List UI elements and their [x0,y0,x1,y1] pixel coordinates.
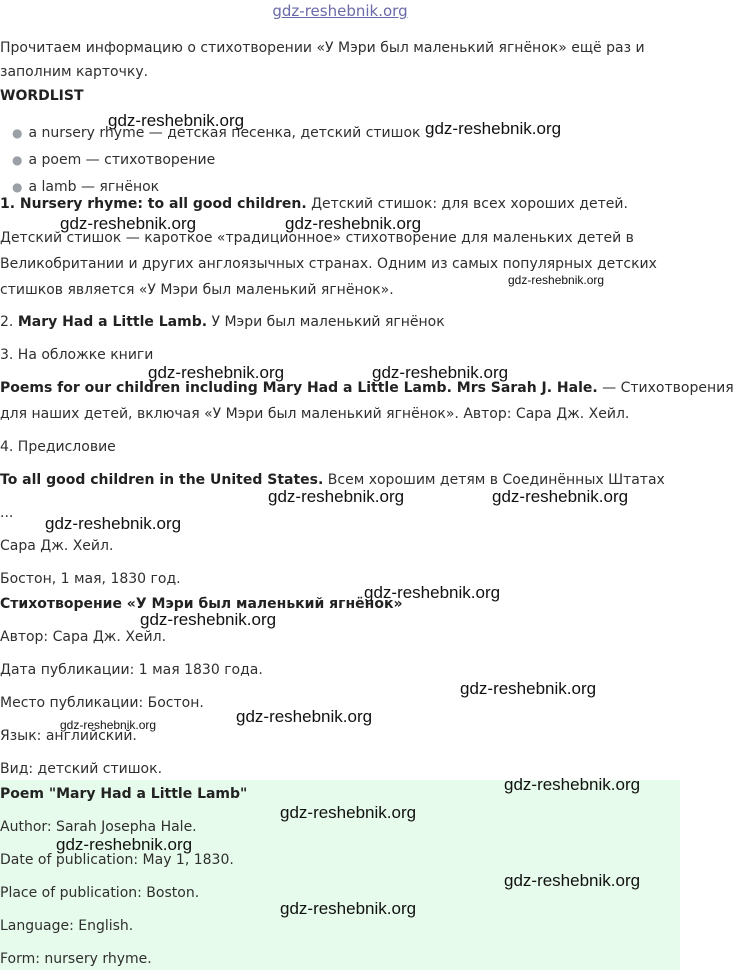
intro-line-2: заполним карточку. [0,64,149,80]
watermark: gdz-reshebnik.org [148,363,285,382]
place-date: Бостон, 1 мая, 1830 год. [0,571,181,587]
wordlist-item [12,150,215,170]
bullet-icon: ● [12,126,23,140]
watermark: gdz-reshebnik.org [280,899,417,918]
watermark: gdz-reshebnik.org [60,214,197,233]
section-2-number: 2. [0,314,18,330]
section-3-title: 3. На обложке книги [0,347,154,363]
watermark: gdz-reshebnik.org [140,610,277,629]
section-1-paragraph-line: Детский стишок — кароткое «традиционное» стихотворение для маленьких детей в [0,230,634,246]
bullet-icon: ● [12,153,23,167]
card-en-form: Form: nursery rhyme. [0,951,152,967]
section-4-bold: To all good children in the United States. [0,472,324,488]
section-2-heading [0,312,445,332]
section-2-translation: У Мэри был маленький ягнёнок [207,314,445,330]
card-en-place: Place of publication: Boston. [0,885,200,901]
wordlist-item-text: a nursery rhyme — детская песенка, детский стишок [28,125,421,141]
section-1-paragraph-line: Великобритании и других англоязычных странах. Одним из самых популярных детских [0,256,657,272]
section-3-bold: Poems for our children including Mary Had a Little Lamb. Mrs Sarah J. Hale. [0,380,598,396]
watermark: gdz-reshebnik.org [285,214,422,233]
bullet-icon: ● [12,180,23,194]
section-3-line [0,378,734,398]
watermark: gdz-reshebnik.org [60,718,157,732]
watermark: gdz-reshebnik.org [372,363,509,382]
watermark: gdz-reshebnik.org [425,119,562,138]
wordlist-title: WORDLIST [0,88,84,104]
section-4-translation: Всем хорошим детям в Соединённых Штатах [323,472,665,488]
card-ru-date: Дата публикации: 1 мая 1830 года. [0,662,263,678]
card-ru-place: Место публикации: Бостон. [0,695,204,711]
section-1-translation: Детский стишок: для всех хороших детей. [306,196,628,212]
section-1-paragraph-line: стишков является «У Мэри был маленький ягнёнок». [0,282,394,298]
watermark: gdz-reshebnik.org [504,871,641,890]
section-4-title: 4. Предисловие [0,439,116,455]
watermark: gdz-reshebnik.org [280,803,417,822]
wordlist-item-text: a poem — стихотворение [28,152,216,168]
watermark: gdz-reshebnik.org [508,273,605,287]
card-en-date: Date of publication: May 1, 1830. [0,852,234,868]
section-1-bold: 1. Nursery rhyme: to all good children. [0,196,307,212]
wordlist-item-text: a lamb — ягнёнок [28,179,160,195]
card-ru-author: Автор: Сара Дж. Хейл. [0,629,167,645]
card-en-language: Language: English. [0,918,134,934]
watermark: gdz-reshebnik.org [460,679,597,698]
wordlist-item [12,177,160,195]
watermark: gdz-reshebnik.org [236,707,373,726]
card-ru-title: Стихотворение «У Мэри был маленький ягнёнок» [0,596,403,612]
ellipsis: ... [0,505,14,521]
intro-line-1: Прочитаем информацию о стихотворении «У Мэри был маленький ягнёнок» ещё раз и [0,40,645,56]
section-3-translation: — Стихотворения [597,380,734,396]
watermark: gdz-reshebnik.org [45,514,182,533]
section-2-bold: Mary Had a Little Lamb. [17,314,208,330]
card-ru-form: Вид: детский стишок. [0,761,163,777]
card-ru-language: Язык: английский. [0,728,137,744]
card-en-author: Author: Sarah Josepha Hale. [0,819,197,835]
section-3-line-2: для наших детей, включая «У Мэри был маленький ягнёнок». Автор: Сара Дж. Хейл. [0,406,630,422]
watermark: gdz-reshebnik.org [364,583,501,602]
section-1-heading [0,194,628,214]
signature: Сара Дж. Хейл. [0,538,114,554]
watermark: gdz-reshebnik.org [268,487,405,506]
watermark: gdz-reshebnik.org [108,111,245,130]
watermark: gdz-reshebnik.org [56,835,193,854]
watermark: gdz-reshebnik.org [504,775,641,794]
card-en-title: Poem "Mary Had a Little Lamb" [0,786,248,802]
watermark: gdz-reshebnik.org [492,487,629,506]
site-header-link[interactable]: gdz-reshebnik.org [272,2,408,20]
